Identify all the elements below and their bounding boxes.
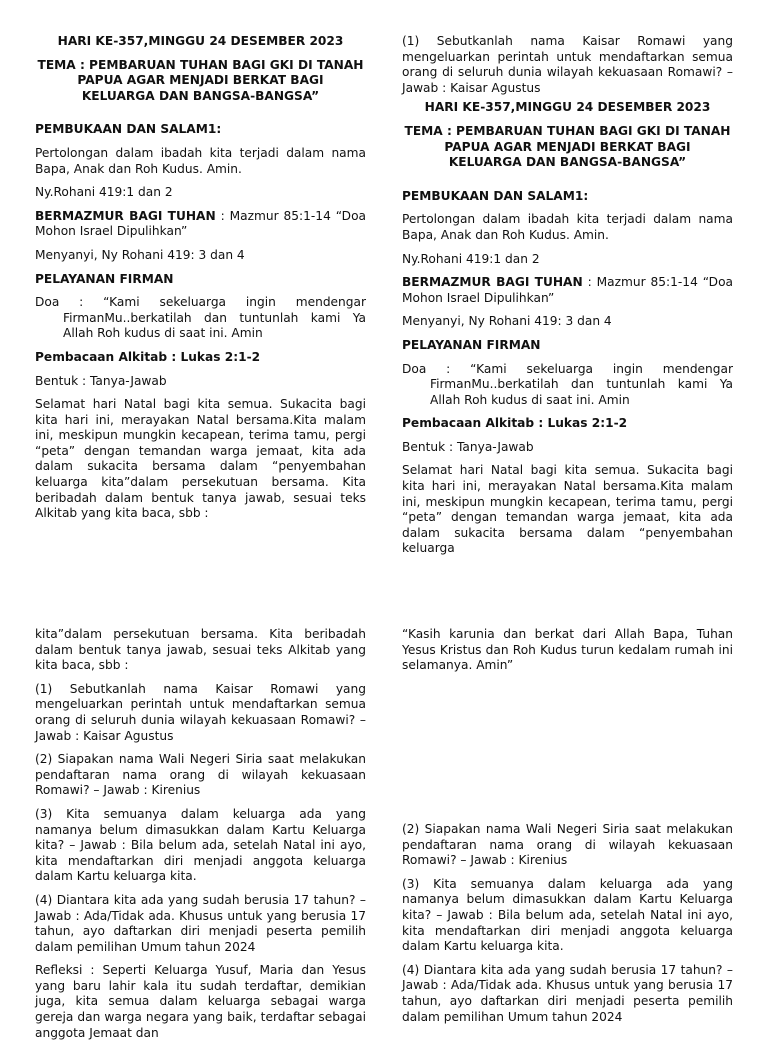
bottom-right-column-bottom <box>402 822 733 1025</box>
prayer-text: Doa : “Kami sekeluarga ingin mendengar FirmanMu..berkatilah dan tuntunlah kami Ya Allah Roh kudus di saat ini. Amin <box>402 361 733 407</box>
question-1: (1) Sebutkanlah nama Kaisar Romawi yang mengeluarkan perintah untuk mendaftarkan semua orang di seluruh dunia wilayah kekuasaan Romawi? – Jawab : Kaisar Agustus <box>402 34 733 95</box>
form-label: Bentuk : Tanya-Jawab <box>35 373 167 388</box>
blessing-text: “Kasih karunia dan berkat dari Allah Bapa, Tuhan Yesus Kristus dan Roh Kudus turun kedalam rumah ini selamanya. Amin” <box>402 627 733 673</box>
pembukaan-text: Pertolongan dalam ibadah kita terjadi dalam nama Bapa, Anak dan Roh Kudus. Amin. <box>402 212 733 242</box>
pembukaan-heading: PEMBUKAAN DAN SALAM1: <box>35 122 222 137</box>
bottom-left-column <box>35 627 366 1041</box>
day-heading: HARI KE-357,MINGGU 24 DESEMBER 2023 <box>424 100 711 115</box>
scripture-reading: Pembacaan Alkitab : Lukas 2:1-2 <box>402 416 628 431</box>
greeting-continuation: kita”dalam persekutuan bersama. Kita beribadah dalam bentuk tanya jawab, sesuai teks Alkitab yang kita baca, sbb : <box>35 627 366 673</box>
bermazmur-label: BERMAZMUR BAGI TUHAN <box>402 275 583 290</box>
question-1: (1) Sebutkanlah nama Kaisar Romawi yang mengeluarkan perintah untuk mendaftarkan semua orang di seluruh dunia wilayah kekuasaan Romawi? – Jawab : Kaisar Agustus <box>35 681 366 743</box>
prayer-text: Doa : “Kami sekeluarga ingin mendengar FirmanMu..berkatilah dan tuntunlah kami Ya Allah Roh kudus di saat ini. Amin <box>35 295 366 341</box>
question-2: (2) Siapakan nama Wali Negeri Siria saat melakukan pendaftaran nama orang di wilayah kekuasaan Romawi? – Jawab : Kirenius <box>35 752 366 798</box>
pelayanan-heading: PELAYANAN FIRMAN <box>402 337 541 352</box>
top-right-column <box>402 34 733 557</box>
form-label: Bentuk : Tanya-Jawab <box>402 439 534 454</box>
theme-line-1: TEMA : PEMBARUAN TUHAN BAGI GKI DI TANAH <box>404 123 731 138</box>
bermazmur-label: BERMAZMUR BAGI TUHAN <box>35 208 216 223</box>
pembukaan-hymn: Ny.Rohani 419:1 dan 2 <box>402 251 540 266</box>
question-4: (4) Diantara kita ada yang sudah berusia 17 tahun? – Jawab : Ada/Tidak ada. Khusus untuk yang berusia 17 tahun, ayo daftarkan diri menjadi peserta pemilih dalam pemilihan Umum tahun 2024 <box>35 892 366 954</box>
theme-line-2: PAPUA AGAR MENJADI BERKAT BAGI <box>444 139 691 154</box>
pelayanan-heading: PELAYANAN FIRMAN <box>35 271 174 286</box>
bermazmur-text: : Mazmur 85:1-14 “Doa Mohon Israel Dipulihkan” <box>35 208 366 239</box>
greeting-paragraph: Selamat hari Natal bagi kita semua. Sukacita bagi kita hari ini, merayakan Natal bersama.Kita malam ini, meskipun mungkin kecapean, terima tamu, pergi “peta” dengan temandan warga jemaat, kita ada dalam sukacita bersama dalam “penyembahan keluarga kita”dalam persekutuan bersama. Kita beribadah dalam bentuk tanya jawab, sesuai teks Alkitab yang kita baca, sbb : <box>35 397 366 521</box>
question-4: (4) Diantara kita ada yang sudah berusia 17 tahun? – Jawab : Ada/Tidak ada. Khusus untuk yang berusia 17 tahun, ayo daftarkan diri menjadi peserta pemilih dalam pemilihan Umum tahun 2024 <box>402 962 733 1024</box>
theme-line-2: PAPUA AGAR MENJADI BERKAT BAGI <box>77 73 324 88</box>
greeting-paragraph: Selamat hari Natal bagi kita semua. Sukacita bagi kita hari ini, merayakan Natal bersama.Kita malam ini, meskipun mungkin kecapean, terima tamu, pergi “peta” dengan temandan warga jemaat, kita ada dalam sukacita bersama dalam “penyembahan keluarga <box>402 463 733 556</box>
day-heading: HARI KE-357,MINGGU 24 DESEMBER 2023 <box>57 34 344 48</box>
bermazmur-hymn: Menyanyi, Ny Rohani 419: 3 dan 4 <box>402 314 612 329</box>
scripture-reading: Pembacaan Alkitab : Lukas 2:1-2 <box>35 349 261 364</box>
top-left-column <box>35 34 366 522</box>
pembukaan-hymn: Ny.Rohani 419:1 dan 2 <box>35 185 173 200</box>
bermazmur-hymn: Menyanyi, Ny Rohani 419: 3 dan 4 <box>35 247 245 262</box>
pembukaan-text: Pertolongan dalam ibadah kita terjadi dalam nama Bapa, Anak dan Roh Kudus. Amin. <box>35 145 366 176</box>
bermazmur-paragraph <box>35 209 366 240</box>
theme-line-1: TEMA : PEMBARUAN TUHAN BAGI GKI DI TANAH <box>37 57 364 72</box>
bermazmur-text: : Mazmur 85:1-14 “Doa Mohon Israel Dipulihkan” <box>402 275 733 305</box>
question-3: (3) Kita semuanya dalam keluarga ada yang namanya belum dimasukkan dalam Kartu Keluarga kita? – Jawab : Bila belum ada, setelah Natal ini ayo, kita mendaftarkan diri menjadi anggota keluarga dalam Kartu keluarga kita. <box>35 806 366 884</box>
bermazmur-paragraph <box>402 275 733 306</box>
question-3: (3) Kita semuanya dalam keluarga ada yang namanya belum dimasukkan dalam Kartu Keluarga kita? – Jawab : Bila belum ada, setelah Natal ini ayo, kita mendaftarkan diri menjadi anggota keluarga dalam Kartu keluarga kita. <box>402 876 733 954</box>
theme-line-3: KELUARGA DAN BANGSA-BANGSA” <box>448 155 687 170</box>
bottom-right-column-top <box>402 627 733 674</box>
question-2: (2) Siapakan nama Wali Negeri Siria saat melakukan pendaftaran nama orang di wilayah kekuasaan Romawi? – Jawab : Kirenius <box>402 822 733 868</box>
pembukaan-heading: PEMBUKAAN DAN SALAM1: <box>402 188 589 203</box>
reflection-paragraph: Refleksi : Seperti Keluarga Yusuf, Maria dan Yesus yang baru lahir kala itu sudah terdaftar, demikian juga, kita semua dalam keluarga sebagai warga gereja dan warga negara yang baik, terdaftar sebagai anggota Jemaat dan <box>35 963 366 1040</box>
theme-line-3: KELUARGA DAN BANGSA-BANGSA” <box>81 88 320 103</box>
